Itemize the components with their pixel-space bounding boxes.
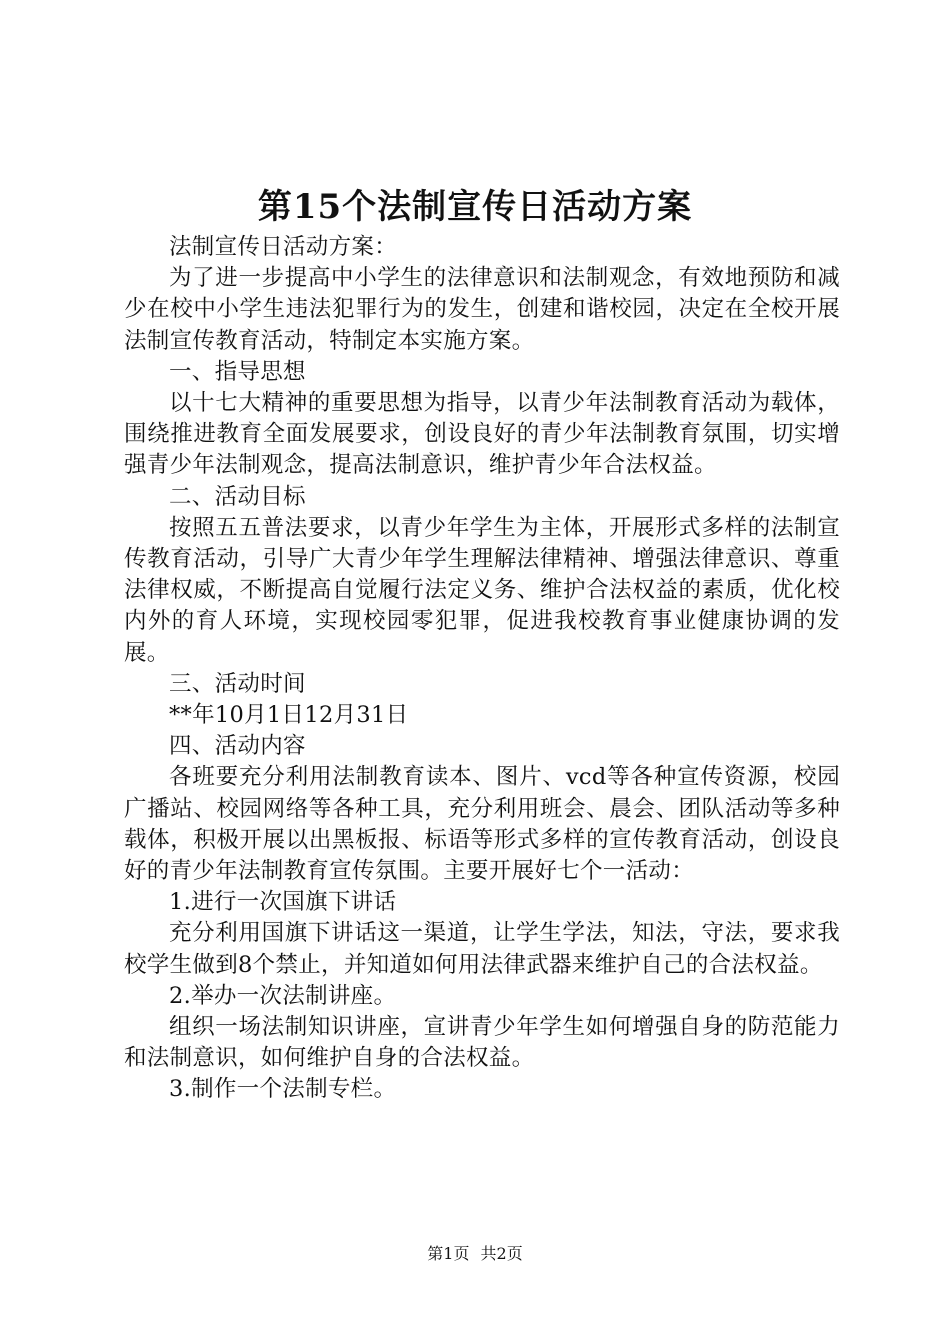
list-item-heading-3: 3.制作一个法制专栏。 — [169, 1076, 397, 1103]
paragraph-activity-time: **年10月1日12月31日 — [169, 702, 409, 729]
section-heading-activity-time: 三、活动时间 — [169, 670, 306, 697]
section-heading-activity-content: 四、活动内容 — [169, 733, 306, 760]
paragraph-guiding-ideology: 以十七大精神的重要思想为指导，以青少年法制教育活动为载体，围绕推进教育全面发展要求，创设良好的青少年法制教育氛围，切实增强青少年法制观念，提高法制意识，维护青少年合法权益。 — [124, 390, 840, 479]
page-number-total: 共2页 — [480, 1244, 523, 1263]
page-number-current: 第1页 — [427, 1244, 470, 1263]
paragraph-heading-intro: 法制宣传日活动方案： — [169, 234, 398, 260]
document-title: 第15个法制宣传日活动方案 — [257, 187, 693, 227]
paragraph-activity-content: 各班要充分利用法制教育读本、图片、vcd等各种宣传资源，校园广播站、校园网络等各种工具，充分利用班会、晨会、团队活动等多种载体，积极开展以出黑板报、标语等形式多样的宣传教育活动，创设良好的青少年法制教育宣传氛围。主要开展好七个一活动： — [124, 764, 840, 885]
paragraph-purpose: 为了进一步提高中小学生的法律意识和法制观念，有效地预防和减少在校中小学生违法犯罪行为的发生，创建和谐校园，决定在全校开展法制宣传教育活动，特制定本实施方案。 — [124, 265, 840, 354]
document-body — [124, 232, 840, 1106]
list-item-heading-2: 2.举办一次法制讲座。 — [169, 982, 397, 1009]
list-item-heading-1: 1.进行一次国旗下讲话 — [169, 889, 397, 916]
section-heading-guiding-ideology: 一、指导思想 — [169, 358, 306, 385]
paragraph-activity-goal: 按照五五普法要求，以青少年学生为主体，开展形式多样的法制宣传教育活动，引导广大青少年学生理解法律精神、增强法律意识、尊重法律权威，不断提高自觉履行法定义务、维护合法权益的素质，优化校内外的育人环境，实现校园零犯罪，促进我校教育事业健康协调的发展。 — [124, 514, 840, 666]
section-heading-activity-goal: 二、活动目标 — [169, 483, 306, 510]
list-item-body-2: 组织一场法制知识讲座，宣讲青少年学生如何增强自身的防范能力和法制意识，如何维护自身的合法权益。 — [124, 1014, 840, 1072]
page-footer — [0, 1242, 950, 1266]
list-item-body-1: 充分利用国旗下讲话这一渠道，让学生学法，知法，守法，要求我校学生做到8个禁止，并知道如何用法律武器来维护自己的合法权益。 — [124, 920, 840, 978]
